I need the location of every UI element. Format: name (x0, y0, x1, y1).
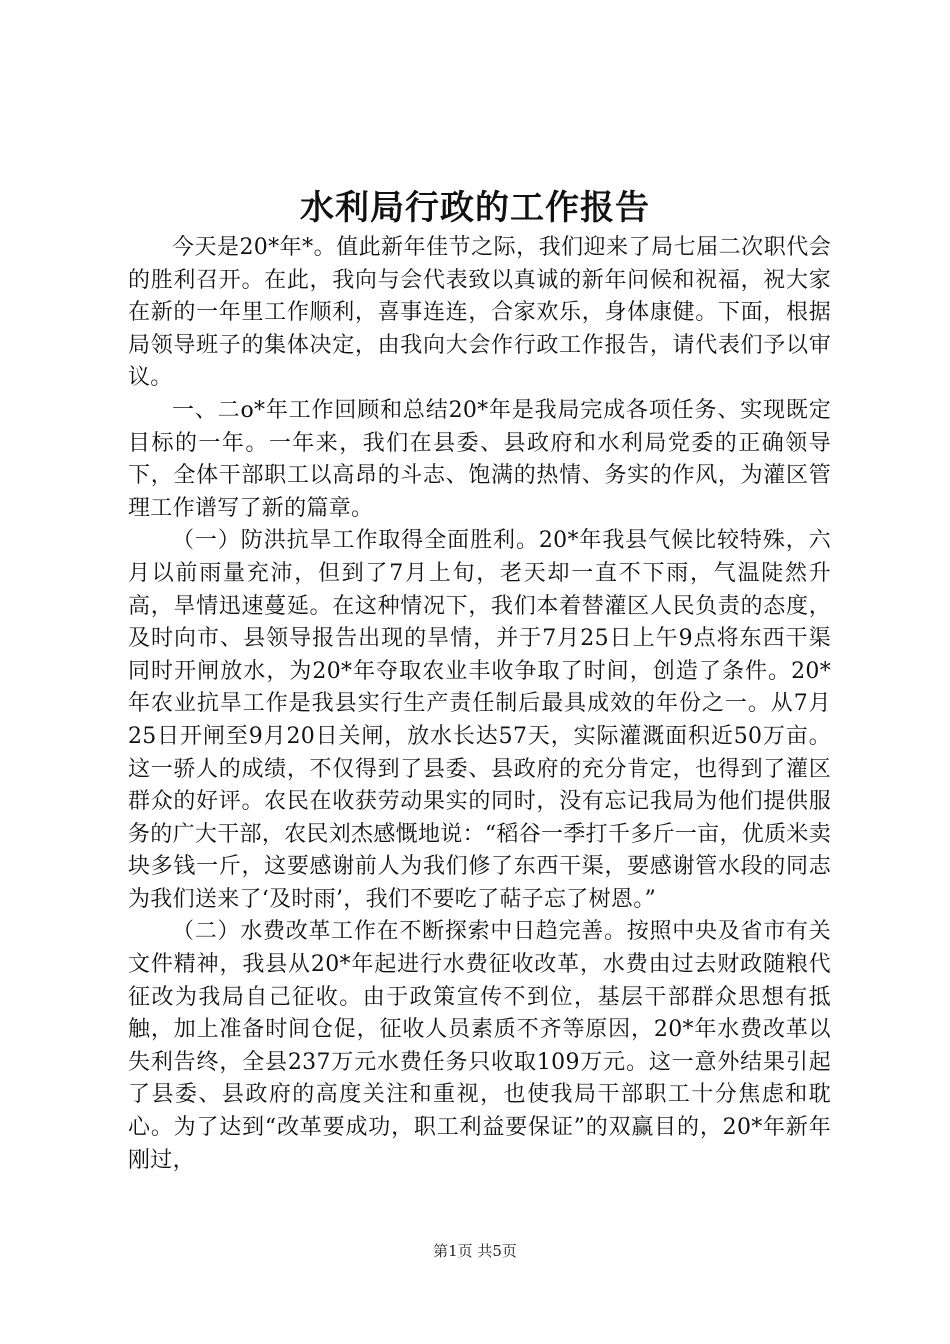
paragraph-opening: 今天是20*年*。值此新年佳节之际，我们迎来了局七届二次职代会的胜利召开。在此，我向与会代表致以真诚的新年问候和祝福，祝大家在新的一年里工作顺利，喜事连连，合家欢乐，身体康健。下面，根据局领导班子的集体决定，由我向大会作行政工作报告，请代表们予以审议。 (128, 235, 831, 391)
page-number-footer: 第1页 共5页 (433, 1242, 517, 1260)
paragraph-section-one: 一、二o*年工作回顾和总结20*年是我局完成各项任务、实现既定目标的一年。一年来，我们在县委、县政府和水利局党委的正确领导下，全体干部职工以高昂的斗志、饱满的热情、务实的作风，为灌区管理工作谱写了新的篇章。 (128, 397, 831, 521)
paragraph-flood-drought: （一）防洪抗旱工作取得全面胜利。20*年我县气候比较特殊，六月以前雨量充沛，但到了7月上旬，老天却一直不下雨，气温陡然升高，旱情迅速蔓延。在这种情况下，我们本着替灌区人民负责的态度，及时向市、县领导报告出现的旱情，并于7月25日上午9点将东西干渠同时开闸放水，为20*年夺取农业丰收争取了时间，创造了条件。20*年农业抗旱工作是我县实行生产责任制后最具成效的年份之一。从7月25日开闸至9月20日关闸，放水长达57天，实际灌溉面积近50万亩。这一骄人的成绩，不仅得到了县委、县政府的充分肯定，也得到了灌区群众的好评。农民在收获劳动果实的同时，没有忘记我局为他们提供服务的广大干部，农民刘杰感慨地说：“稻谷一季打千多斤一亩，优质米卖块多钱一斤，这要感谢前人为我们修了东西干渠，要感谢管水段的同志为我们送来了‘及时雨’，我们不要吃了萜子忘了树恩。” (128, 528, 831, 912)
document-title: 水利局行政的工作报告 (300, 188, 650, 228)
paragraph-water-fee-reform: （二）水费改革工作在不断探索中日趋完善。按照中央及省市有关文件精神，我县从20*年起进行水费征收改革，水费由过去财政随粮代征改为我局自己征收。由于政策宣传不到位，基层干部群众思想有抵触，加上准备时间仓促，征收人员素质不齐等原因，20*年水费改革以失利告终，全县237万元水费任务只收取109万元。这一意外结果引起了县委、县政府的高度关注和重视，也使我局干部职工十分焦虑和耽心。为了达到“改革要成功，职工利益要保证”的双赢目的，20*年新年刚过， (128, 919, 831, 1173)
document-body (128, 232, 831, 1177)
